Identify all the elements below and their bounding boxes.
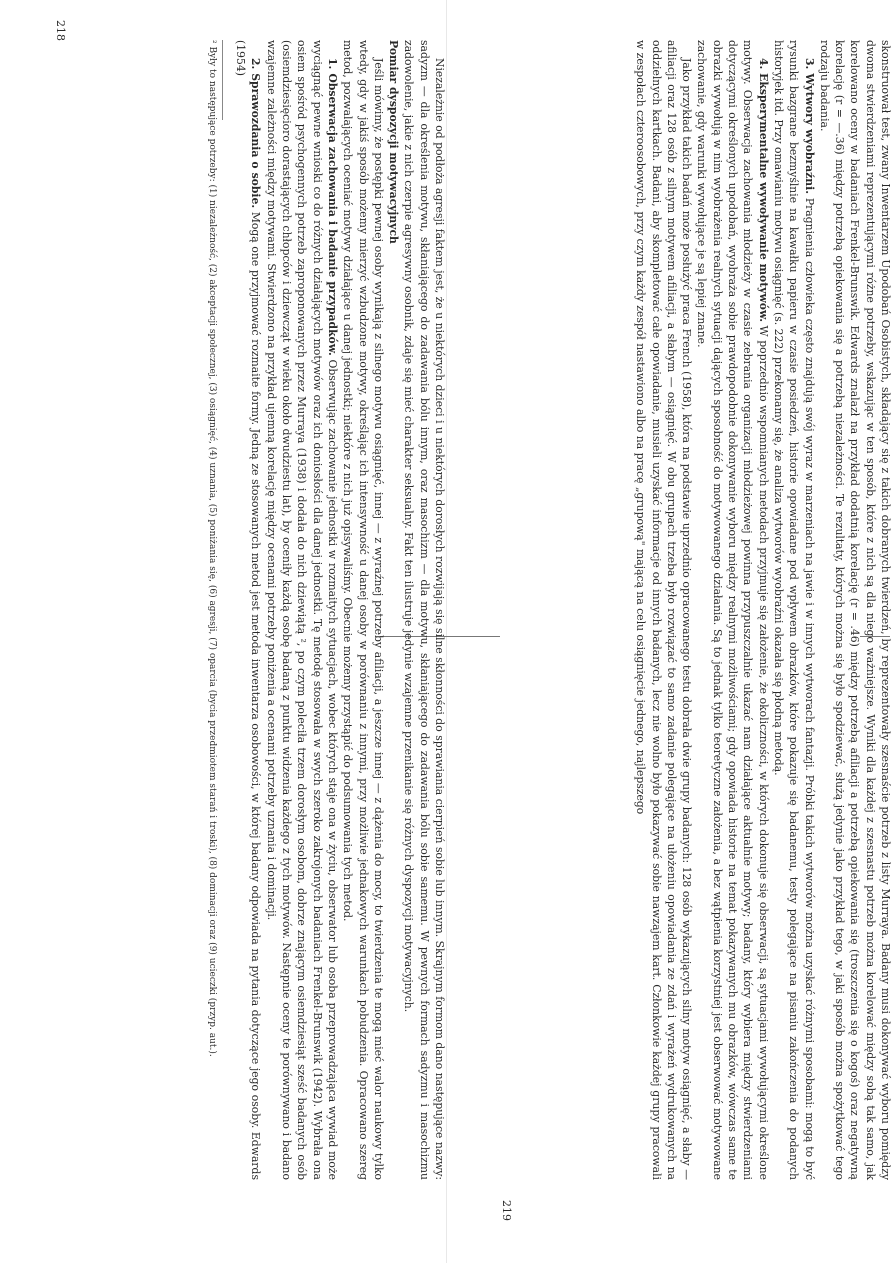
- section-title: 4. Eksperymentalne wywoływanie motywów.: [756, 58, 770, 322]
- paragraph: [233, 40, 264, 1180]
- paragraph: [263, 40, 339, 1180]
- section-title: 1. Obserwacja zachowania i badanie przypadków.: [325, 58, 339, 356]
- section-text: Pragnienia człowieka często znajdują swój wyraz w marzeniach na jawie i w innych wytworach fantazji. Próbki takich wytworów można uzyskać różnymi sposobami: mogą to być rysunki bazgrane bezmyślnie na kawałku papieru w czasie posiedzeń, historie opowiadane pod wpływem obrazków, które pokazuje się badanemu, testy polegające na pisaniu zakończenia do podanych historyjek itd. Przy omawianiu motywu osiągnięć (s. 222) przekonamy się, że analiza wytworów wyobraźni okazała się płodną metodą.: [771, 40, 816, 1180]
- footnote: ² Były to następujące potrzeby: (1) niezależność, (2) akceptacji społecznej, (3) osiągnięć, (4) uznania, (5) poniżania się, (6) agresji, (7) oparcia (bycia przedmiotem starań i troski), (8) dominacji oraz (9) ucieczki (przyp. aut.).: [206, 40, 217, 1057]
- paragraph: skonstruował test, zwany Inwentarzem Upodobań Osobistych, składający się z takich dobranych twierdzeń, by reprezentowały szesnaście potrzeb z listy Murraya. Badany musi dokonywać wyboru pomiędzy dwoma stwierdzeniami reprezentującymi różne potrzeby, wskazując w ten sposób, które z nich są dla niego ważniejsze. Wyniki dla każdej z szesnastu potrzeb można korelować między sobą tak samo, jak korelowano oceny w badaniach Frenkel-Brunswik. Edwards znalazł na przykład dodatnią korelację (r = .46) między potrzebą afiliacji a potrzebą opiekowania się (troszczenia się o kogoś) oraz negatywną korelację (r = —.36) między potrzebą opiekowania się a potrzebą niezależności. Te rezultaty, których można się było spodziewać, służą jedynie jako przykład tego, w jaki sposób można spożytkować tego rodzaju badania.: [817, 40, 892, 1180]
- page-number: 219: [500, 1200, 513, 1221]
- section-text: Mogą one przyjmować rozmaite formy. Jedną ze stosowanych metod jest metoda inwentarza osobowości, w której badany odpowiada na pytania dotyczące jego osoby. Edwards (1954): [234, 40, 263, 1181]
- section-text: W poprzednio wspomnianych metodach przyjmuje się założenie, że okoliczności, w których dokonuje się obserwacji, są sytuacjami wywołującymi określone motywy. Obserwacja zachowania młodzieży w czasie zebrania organizacji młodzieżowej powinna przypuszczalnie ukazać nam działające aktualnie motywy; badany, który wybiera między stwierdzeniami dotyczącymi określonych upodobań, wyobraża sobie prawdopodobnie dokonywanie wyboru między realnymi możliwościami; gdy opowiada historie na temat pokazywanych mu obrazków, wówczas same te obrazki wywołują w nim wyobrażenia realnych sytuacji dających sposobność do motywowanego działania. Są to jednak tylko teoretyczne założenia, a bez wątpienia korzystniej jest obserwować motywowane zachowanie, gdy warunki wywołujące je są lepiej znane.: [695, 40, 770, 1180]
- section-text: Obserwując zachowanie jednostki w rozmaitych sytuacjach, wobec których staje ona w życiu, obserwator lub osoba przeprowadzająca wywiad może wyciągnąć pewne wnioski co do różnych działających motywów oraz ich doniosłości dla danej jednostki. Tę metodę stosowała w swych szeroko zakrojonych badaniach Frenkel-Brunswik (1942). Wybrała ona osiem spośród psychogennych potrzeb zaproponowanych przez Murraya (1938) i dodała do nich dziewiątą ², po czym poleciła trzem dorosłym osobom, dobrze znającym osiemdziesiąt sześć badanych osób (osiemdziesięcioro dorastających chłopców i dziewcząt w wieku około dwudziestu lat), by oceniły każdą osobę badaną z punktu widzenia każdego z tych motywów. Następnie oceny te porównywano i badano wzajemne zależności między motywami. Stwierdzono na przykład ujemną korelację między ocenami potrzeby poniżenia a ocenami potrzeby uznania i dominacji.: [264, 40, 339, 1180]
- paragraph: [771, 40, 817, 1180]
- right-page: [493, 20, 893, 1250]
- section-heading: Pomiar dyspozycji motywacyjnych: [387, 40, 401, 244]
- section-title: 2. Sprawozdania o sobie.: [249, 58, 263, 209]
- footnote-rule: [218, 40, 223, 120]
- paragraph: Niezależnie od podłoża agresji faktem jest, że u niektórych dzieci i u niektórych dorosłych rozwijają się silne skłonności do sprawiania cierpień sobie lub innym. Skrajnym formom dano następujące nazwy: sadyzm — dla określenia motywu, skłaniającego do zadawania bólu innym, oraz masochizm — dla motywu, skłaniającego do zadawania bólu sobie samemu. W pewnych formach sadyzmu i masochizmu zadowolenie, jakie z nich czerpie agresywny osobnik, zdaje się mieć charakter seksualny. Fakt ten ilustruje jedynie wzajemne przenikanie się różnych dyspozycji motywacyjnych.: [402, 40, 446, 1180]
- section-title: 3. Wytwory wyobraźni.: [802, 58, 816, 195]
- paragraph: [694, 40, 770, 1180]
- right-page-body: [633, 40, 893, 1180]
- paragraph: Jako przykład takich badań może posłużyć praca French (1958), która na podstawie uprzednio opracowanego testu dobrała dwie grupy badanych: 128 osób wykazujących silny motyw osiągnięć, a słaby — afiliacji oraz 128 osób z silnym motywem afiliacji, a słabym — osiągnięć. W obu grupach trzeba było rozwiązać to samo zadanie polegające na ułożeniu opowiadania ze zdań i wyrażeń wydrukowanych na oddzielnych kartkach. Badani, aby skompletować całe opowiadanie, musieli uzyskać informacje od innych badanych, lecz nie wolno było pokazywać sobie nawzajem kart. Członkowie każdej grupy pracowali w zespołach czteroosobowych, przy czym każdy zespół nastawiono albo na pracę „grupową" mającą na celu osiągnięcie jednego, najlepszego: [634, 40, 694, 1180]
- left-page-body: [205, 40, 447, 1180]
- left-page: [47, 20, 447, 1250]
- paragraph: Jeśli mówimy, że postępki pewnej osoby wynikają z silnego motywu osiągnięć, innej — z wyraźnej potrzeby afiliacji, a jeszcze innej — z dążenia do mocy, to twierdzenia te mogą mieć walor naukowy tylko wtedy, gdy w jakiś sposób możemy mierzyć wzbudzone motywy, określając ich intensywność u danej osoby w porównaniu z innymi, przy możliwie jednakowych warunkach pobudzenia. Opracowano szereg metod, pozwalających oceniać motywy działające u danej jednostki; niektóre z nich już opisywaliśmy. Obecnie możemy przystąpić do podsumowania tych metod.: [341, 40, 385, 1180]
- page-number: 218: [54, 20, 67, 41]
